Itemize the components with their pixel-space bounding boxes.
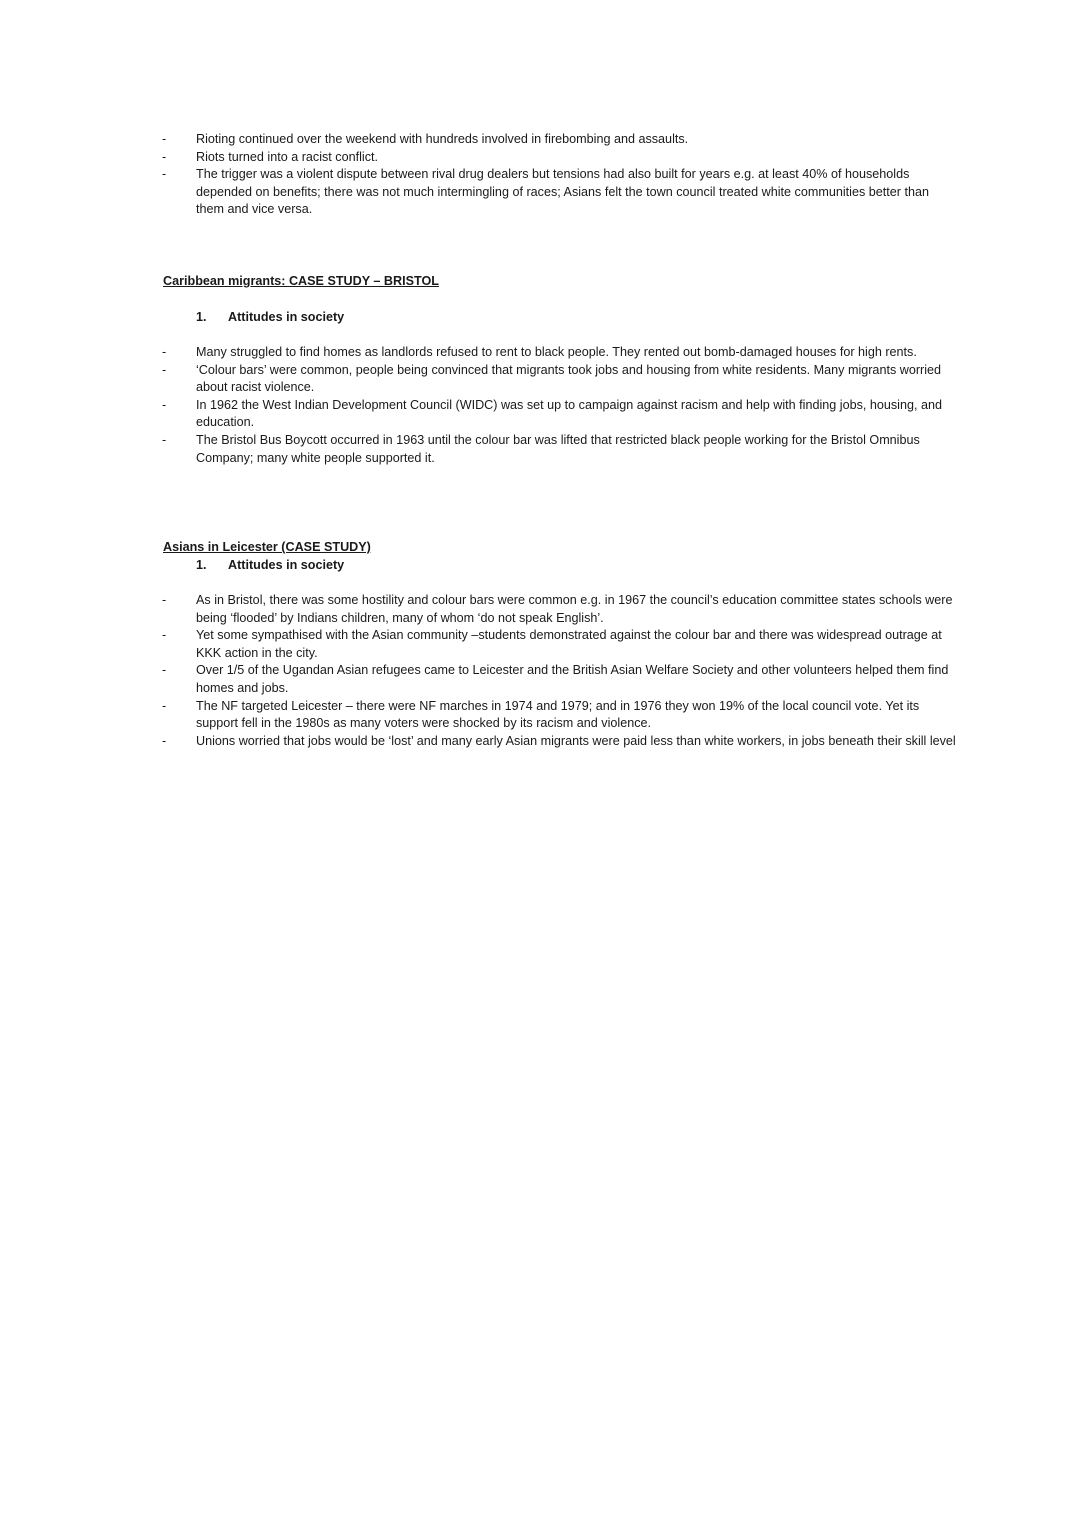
bullet-text: The Bristol Bus Boycott occurred in 1963 until the colour bar was lifted that restricted black people working for the Bristol Omnibus Company; many white people supported it. bbox=[196, 432, 920, 465]
bullet-text: In 1962 the West Indian Development Council (WIDC) was set up to campaign against racism and help with finding jobs, housing, and education. bbox=[196, 397, 943, 430]
bullet-text: Many struggled to find homes as landlords refused to rent to black people. They rented out bomb-damaged houses for high rents. bbox=[196, 345, 917, 359]
bullet-dash: - bbox=[162, 167, 167, 182]
section-title-leicester: Asians in Leicester (CASE STUDY) bbox=[163, 540, 371, 554]
bullet-dash: - bbox=[162, 628, 167, 643]
bullet-dash: - bbox=[162, 362, 167, 377]
bullet-dash: - bbox=[162, 698, 167, 713]
bullet-dash: - bbox=[162, 432, 167, 447]
sub-heading-label: Attitudes in society bbox=[228, 310, 345, 324]
bullet-text: Rioting continued over the weekend with hundreds involved in firebombing and assaults. bbox=[196, 132, 689, 146]
bullet-text: The NF targeted Leicester – there were NF marches in 1974 and 1979; and in 1976 they won 19% of the local council vote. Yet its support fell in the 1980s as many voters were shocked by its racism and violence. bbox=[196, 698, 920, 731]
bullet-dash: - bbox=[162, 663, 167, 678]
list-item bbox=[160, 344, 960, 362]
bullet-dash: - bbox=[162, 132, 167, 146]
sub-heading-label: Attitudes in society bbox=[228, 558, 345, 572]
bullet-dash: - bbox=[162, 593, 167, 607]
intro-bullet-list bbox=[160, 131, 960, 219]
sub-heading-bristol bbox=[196, 309, 344, 326]
bullet-dash: - bbox=[162, 733, 167, 748]
list-item bbox=[160, 362, 960, 397]
bullet-text: Yet some sympathised with the Asian community –students demonstrated against the colour bar and there was widespread outrage at KKK action in the city. bbox=[196, 628, 942, 660]
list-item bbox=[160, 733, 960, 751]
bullet-text: Unions worried that jobs would be ‘lost’ and many early Asian migrants were paid less than white workers, in jobs beneath their skill level bbox=[196, 733, 956, 748]
list-item bbox=[160, 166, 960, 219]
list-item bbox=[160, 149, 960, 167]
sub-heading-number: 1. bbox=[196, 310, 207, 324]
list-item bbox=[160, 397, 960, 432]
bullet-text: ‘Colour bars’ were common, people being convinced that migrants took jobs and housing from white residents. Many migrants worried about racist violence. bbox=[196, 362, 942, 395]
bullet-text: The trigger was a violent dispute between rival drug dealers but tensions had also built for years e.g. at least 40% of households depended on benefits; there was not much intermingling of races; Asians felt the town council treated white communities better than them and vice versa. bbox=[196, 167, 929, 217]
list-item bbox=[160, 627, 960, 662]
bullet-text: Over 1/5 of the Ugandan Asian refugees came to Leicester and the British Asian Welfare Society and other volunteers helped them find homes and jobs. bbox=[196, 663, 949, 695]
list-item bbox=[160, 662, 960, 697]
bullet-text: Riots turned into a racist conflict. bbox=[196, 149, 378, 164]
sub-heading-leicester bbox=[196, 557, 344, 574]
bullet-dash: - bbox=[162, 397, 167, 412]
list-item bbox=[160, 698, 960, 733]
section-title-bristol: Caribbean migrants: CASE STUDY – BRISTOL bbox=[163, 274, 439, 288]
sub-heading-number: 1. bbox=[196, 558, 207, 572]
leicester-bullet-list bbox=[160, 592, 960, 750]
bristol-bullet-list bbox=[160, 344, 960, 467]
list-item bbox=[160, 131, 960, 149]
list-item bbox=[160, 592, 960, 627]
bullet-dash: - bbox=[162, 345, 167, 359]
list-item bbox=[160, 432, 960, 467]
bullet-dash: - bbox=[162, 149, 167, 164]
bullet-text: As in Bristol, there was some hostility and colour bars were common e.g. in 1967 the council’s education committee states schools were being ‘flooded’ by Indians children, many of whom ‘do not speak English’. bbox=[196, 593, 953, 625]
